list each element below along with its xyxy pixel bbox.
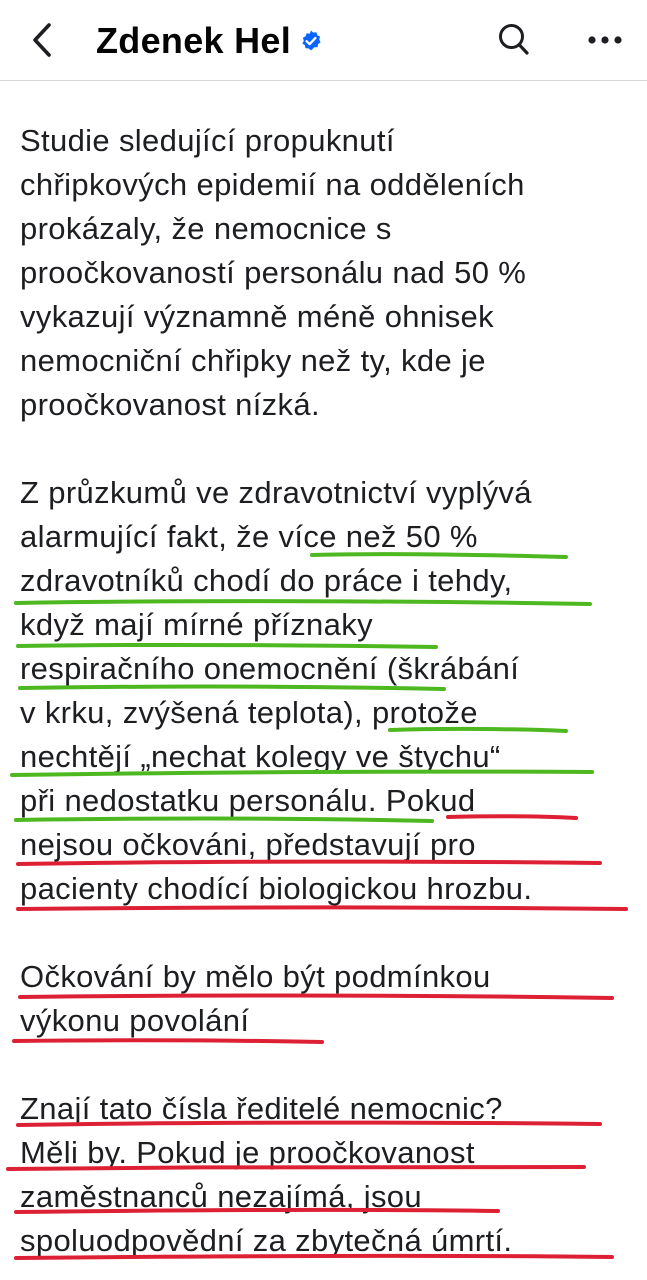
post-text-line: zaměstnanců nezajímá, jsou bbox=[20, 1179, 422, 1214]
profile-name[interactable]: Zdenek Hel bbox=[96, 20, 292, 61]
post-text-line: proočkovaností personálu nad 50 % bbox=[20, 255, 527, 290]
post-text-line: vykazují významně méně ohnisek bbox=[20, 299, 495, 334]
post-text-line: Studie sledující propuknutí bbox=[20, 123, 395, 158]
post-text-line: spoluodpovědní za zbytečná úmrtí. bbox=[20, 1223, 513, 1258]
post-text-line: nemocniční chřipky než ty, kde je bbox=[20, 343, 486, 378]
post-text-line: alarmující fakt, že více než 50 % bbox=[20, 519, 478, 554]
post-text-line: Znají tato čísla ředitelé nemocnic? bbox=[20, 1091, 503, 1126]
post-text-line: pacienty chodící biologickou hrozbu. bbox=[20, 871, 533, 906]
post-text-line: Měli by. Pokud je proočkovanost bbox=[20, 1135, 475, 1170]
post-text-line: když mají mírné příznaky bbox=[20, 607, 373, 642]
post-text-line: respiračního onemocnění (škrábání bbox=[20, 651, 520, 686]
post-text-line: při nedostatku personálu. Pokud bbox=[20, 783, 476, 818]
post-text-line: v krku, zvýšená teplota), protože bbox=[20, 695, 478, 730]
post-text-line: zdravotníků chodí do práce i tehdy, bbox=[20, 563, 513, 598]
post-text-line: Z průzkumů ve zdravotnictví vyplývá bbox=[20, 475, 532, 510]
post-text-line: výkonu povolání bbox=[20, 1003, 250, 1038]
post-text-line: nejsou očkováni, představují pro bbox=[20, 827, 476, 862]
post-text-line: nechtějí „nechat kolegy ve štychu“ bbox=[20, 739, 501, 774]
post-text-line: prokázaly, že nemocnice s bbox=[20, 211, 392, 246]
post-text-line: proočkovanost nízká. bbox=[20, 387, 320, 422]
post-text-line: chřipkových epidemií na odděleních bbox=[20, 167, 525, 202]
post-text-line: Očkování by mělo být podmínkou bbox=[20, 959, 491, 994]
